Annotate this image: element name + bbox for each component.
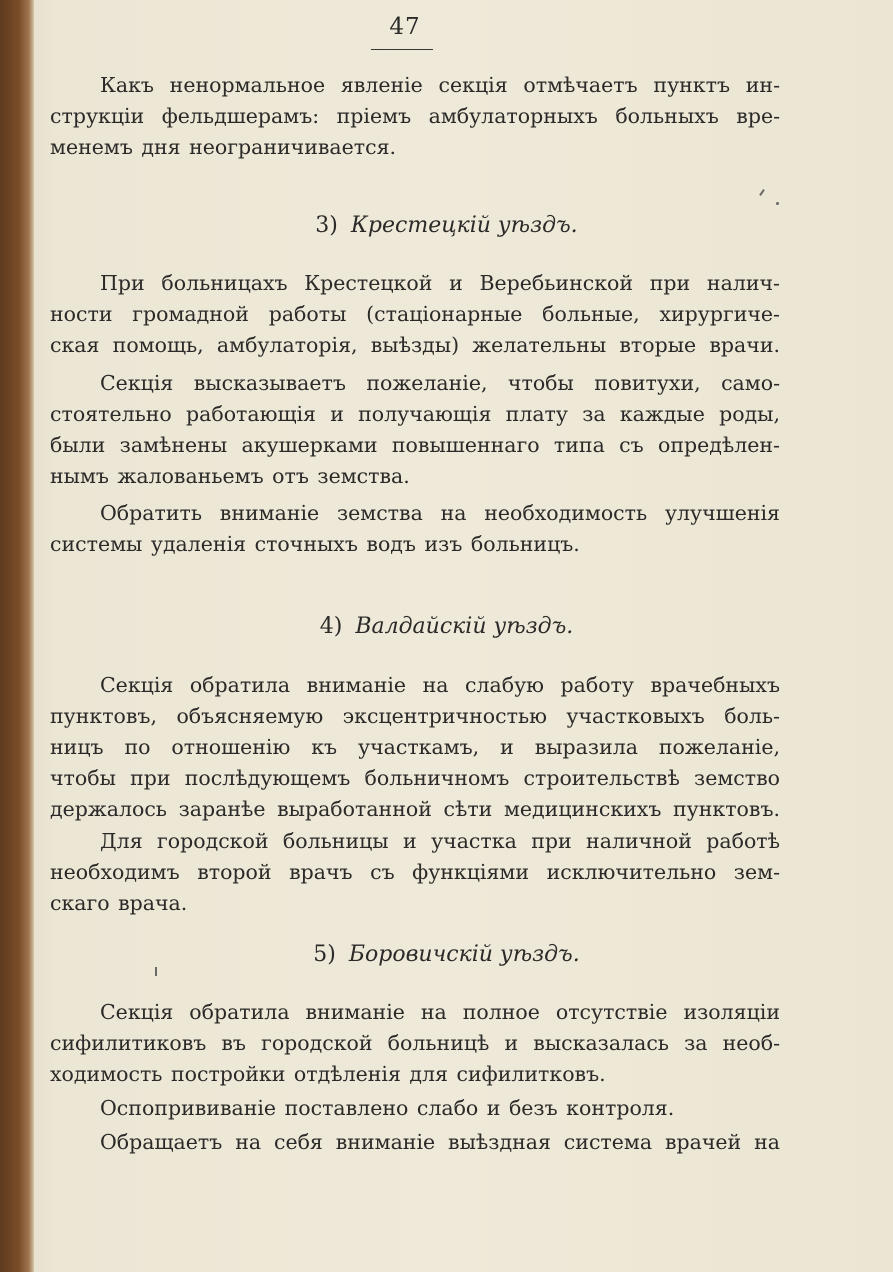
- text-line: Секція обратила вниманіе на слабую работу врачебныхъ: [100, 673, 780, 697]
- section-heading: [0, 213, 893, 238]
- text-line: Какъ ненормальное явленіе секція отмѣчаетъ пунктъ ин-: [100, 73, 780, 97]
- text-line: ницъ по отношенію къ участкамъ, и выразила пожеланіе,: [50, 735, 780, 759]
- text-line: стоятельно работающія и получающія плату за каждые роды,: [50, 402, 780, 426]
- text-line: ности громадной работы (стаціонарные больные, хирургиче-: [50, 302, 780, 326]
- text-line: Секція обратила вниманіе на полное отсутствіе изоляціи: [100, 1000, 780, 1024]
- text-line: Обратить вниманіе земства на необходимость улучшенія: [100, 501, 780, 525]
- text-line: были замѣнены акушерками повышеннаго типа съ опредѣлен-: [50, 433, 780, 457]
- section-heading: [0, 614, 893, 639]
- paragraph: [50, 1093, 780, 1124]
- paragraph: [50, 1127, 780, 1158]
- paragraph: [50, 670, 780, 825]
- section-number: 3): [315, 213, 338, 238]
- section-title: Боровичскій уѣздъ.: [348, 942, 580, 967]
- section-number: 5): [313, 942, 336, 967]
- text-line: Обращаетъ на себя вниманіе выѣздная система врачей на: [100, 1130, 780, 1154]
- section-number: 4): [319, 614, 343, 639]
- text-line: Для городской больницы и участка при наличной работѣ: [100, 829, 780, 853]
- text-line: Оспопрививаніе поставлено слабо и безъ контроля.: [100, 1096, 675, 1120]
- paragraph: [50, 70, 780, 163]
- text-line: струкціи фельдшерамъ: пріемъ амбулаторныхъ больныхъ вре-: [50, 104, 780, 128]
- page-number-rule: [371, 49, 433, 50]
- paragraph: [50, 498, 780, 560]
- section-heading: [0, 942, 893, 967]
- text-line: сифилитиковъ въ городской больницѣ и высказалась за необ-: [50, 1031, 780, 1055]
- text-line: ходимость постройки отдѣленія для сифилитковъ.: [50, 1062, 606, 1086]
- paragraph: [50, 368, 780, 492]
- text-line: менемъ дня неограничивается.: [50, 135, 397, 159]
- text-line: чтобы при послѣдующемъ больничномъ строительствѣ земство: [50, 766, 780, 790]
- paragraph: [50, 268, 780, 361]
- scan-mark: [759, 189, 765, 196]
- text-line: При больницахъ Крестецкой и Веребьинской при налич-: [100, 271, 780, 295]
- text-line: нымъ жалованьемъ отъ земства.: [50, 464, 410, 488]
- scan-mark: [155, 967, 157, 976]
- paragraph: [50, 826, 780, 919]
- text-line: Секція высказываетъ пожеланіе, чтобы повитухи, само-: [100, 371, 780, 395]
- text-line: пунктовъ, объясняемую эксцентричностью участковыхъ боль-: [50, 704, 780, 728]
- page-number: 47: [389, 14, 421, 40]
- text-line: системы удаленія сточныхъ водъ изъ больницъ.: [50, 532, 580, 556]
- scan-mark: [776, 202, 779, 205]
- section-title: Валдайскій уѣздъ.: [355, 614, 574, 639]
- section-title: Крестецкій уѣздъ.: [350, 213, 578, 238]
- text-line: скаго врача.: [50, 891, 188, 915]
- paragraph: [50, 997, 780, 1090]
- text-line: ская помощь, амбулаторія, выѣзды) желательны вторые врачи.: [50, 333, 780, 357]
- text-line: необходимъ второй врачъ съ функціями исключительно зем-: [50, 860, 780, 884]
- text-line: держалось заранѣе выработанной сѣти медицинскихъ пунктовъ.: [50, 797, 780, 821]
